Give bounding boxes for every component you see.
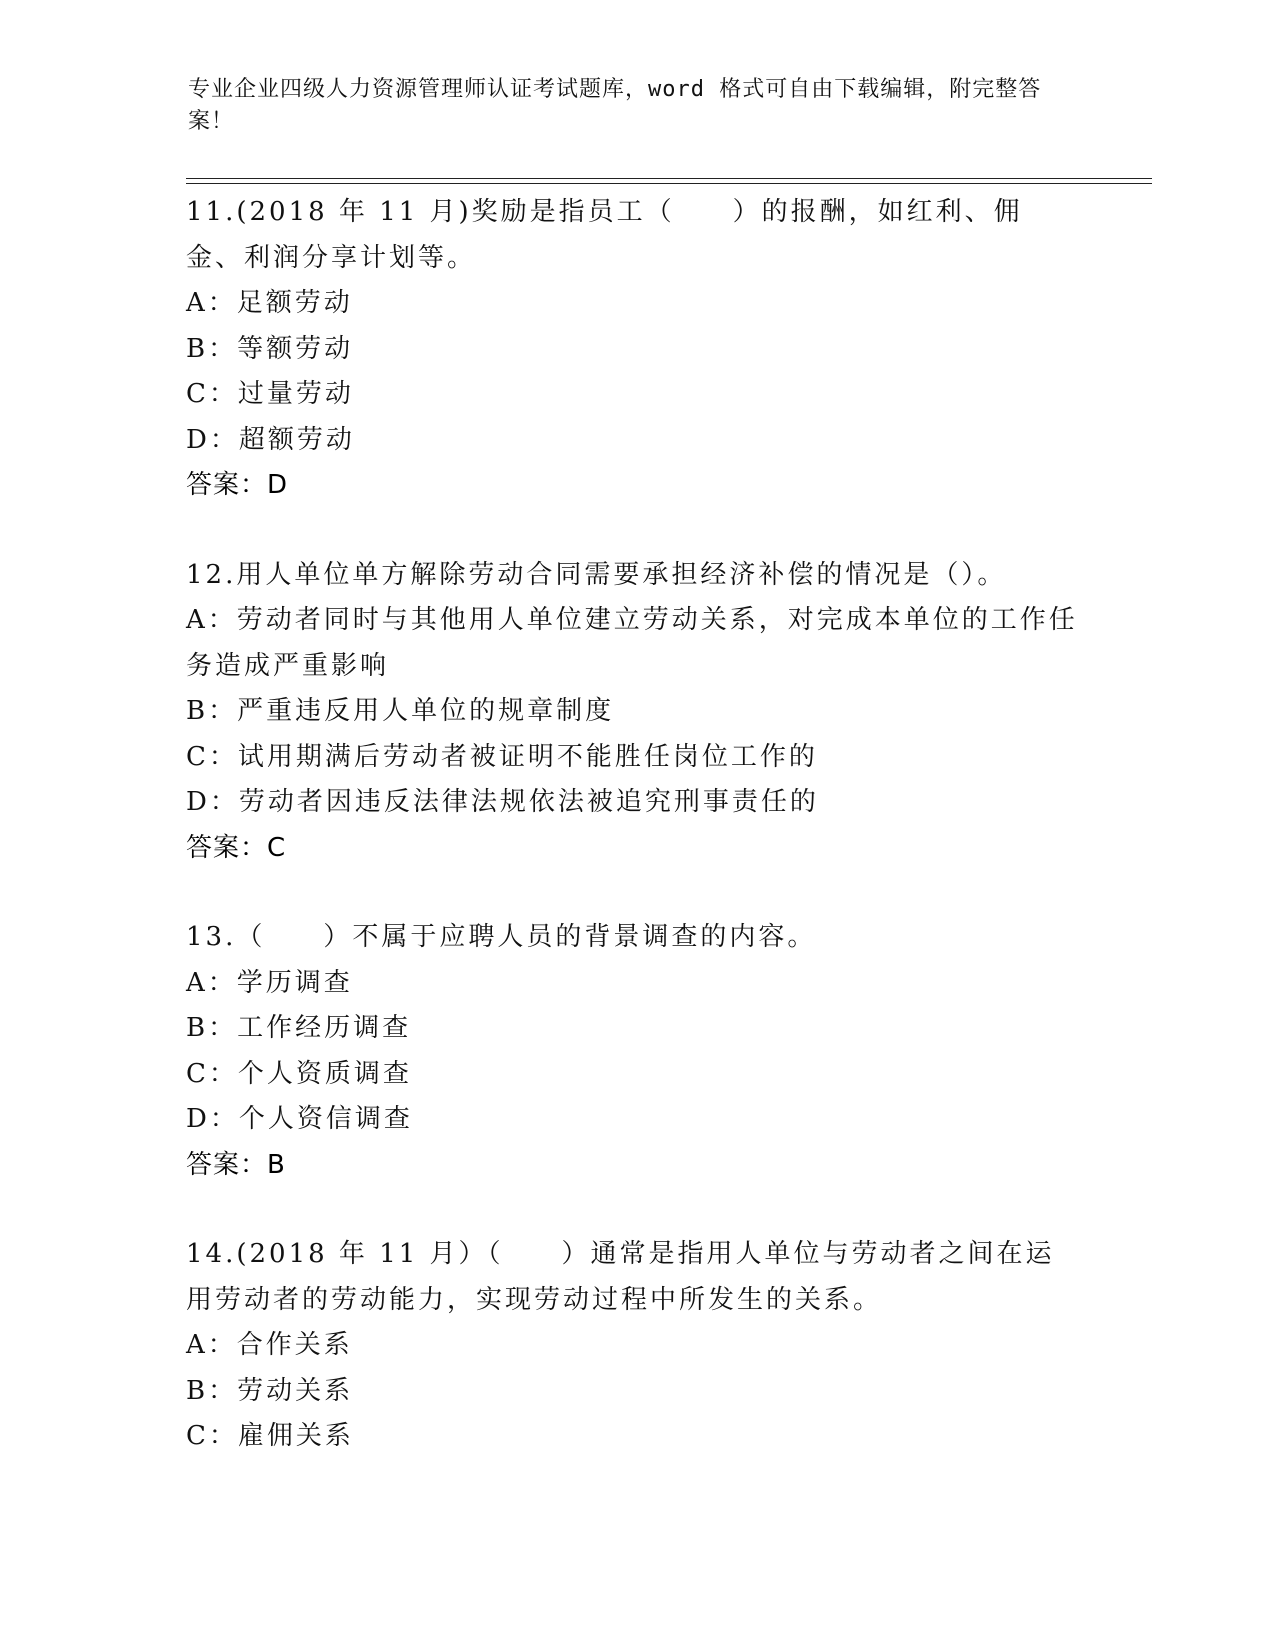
header-divider-bottom bbox=[186, 183, 1152, 184]
question-14 bbox=[186, 1232, 1086, 1460]
question-12 bbox=[186, 553, 1086, 872]
question-list bbox=[186, 190, 1086, 1460]
question-stem: 13.（ ）不属于应聘人员的背景调查的内容。 bbox=[186, 922, 817, 952]
option-d: D：超额劳动 bbox=[186, 424, 355, 455]
question-stem: 12.用人单位单方解除劳动合同需要承担经济补偿的情况是（）。 bbox=[186, 559, 1007, 590]
option-b: B：严重违反用人单位的规章制度 bbox=[186, 696, 615, 726]
option-b: B：劳动关系 bbox=[186, 1375, 354, 1406]
header-divider-top bbox=[186, 178, 1152, 179]
option-a: A：劳动者同时与其他用人单位建立劳动关系，对完成本单位的工作任务造成严重影响 bbox=[186, 605, 1078, 681]
option-c: C：雇佣关系 bbox=[186, 1421, 354, 1451]
option-d: D：个人资信调查 bbox=[186, 1104, 413, 1134]
answer-line: 答案：D bbox=[186, 470, 289, 500]
answer-line: 答案：B bbox=[186, 1149, 286, 1180]
question-13 bbox=[186, 915, 1086, 1188]
header-note: 专业企业四级人力资源管理师认证考试题库，word 格式可自由下载编辑，附完整答案！ bbox=[188, 77, 1042, 134]
question-stem: 11.(2018 年 11 月)奖励是指员工（ ）的报酬，如红利、佣金、利润分享计划等。 bbox=[186, 197, 1023, 273]
option-b: B：工作经历调查 bbox=[186, 1013, 412, 1043]
option-d: D：劳动者因违反法律法规依法被追究刑事责任的 bbox=[186, 787, 819, 817]
option-a: A：学历调查 bbox=[186, 967, 353, 998]
option-c: C：过量劳动 bbox=[186, 379, 354, 409]
answer-line: 答案：C bbox=[186, 832, 287, 863]
option-b: B：等额劳动 bbox=[186, 333, 354, 364]
question-11 bbox=[186, 190, 1086, 509]
option-a: A：合作关系 bbox=[186, 1330, 353, 1360]
option-a: A：足额劳动 bbox=[186, 288, 353, 318]
question-stem: 14.(2018 年 11 月）（ ）通常是指用人单位与劳动者之间在运用劳动者的劳动能力，实现劳动过程中所发生的关系。 bbox=[186, 1239, 1055, 1315]
option-c: C：试用期满后劳动者被证明不能胜任岗位工作的 bbox=[186, 741, 818, 772]
option-c: C：个人资质调查 bbox=[186, 1058, 412, 1089]
